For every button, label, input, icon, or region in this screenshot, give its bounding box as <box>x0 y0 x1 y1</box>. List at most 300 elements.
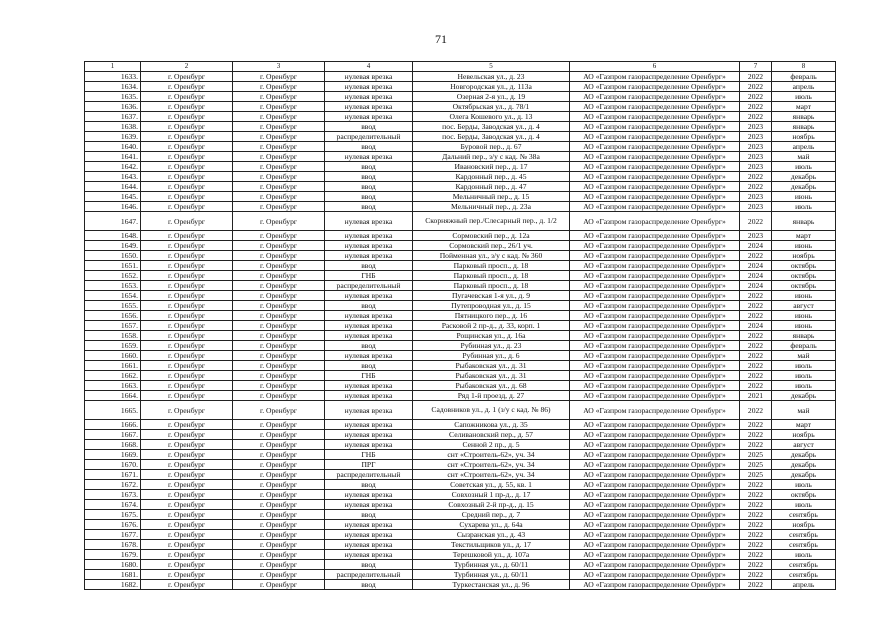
month-cell: октябрь <box>772 261 836 271</box>
table-row <box>85 132 836 142</box>
address-cell: Октябрьская ул., д. 78/1 <box>413 102 570 112</box>
month-cell: июнь <box>772 311 836 321</box>
month-cell: июнь <box>772 192 836 202</box>
address-cell: Пятницкого пер., д. 16 <box>413 311 570 321</box>
year-cell: 2023 <box>740 142 772 152</box>
organization-cell: АО «Газпром газораспределение Оренбург» <box>570 172 740 182</box>
settlement-cell: г. Оренбург <box>233 152 325 162</box>
month-cell: ноябрь <box>772 251 836 261</box>
column-header: 6 <box>570 62 740 72</box>
municipality-cell: г. Оренбург <box>141 241 233 251</box>
work-type-cell: ввод <box>325 172 413 182</box>
month-cell: декабрь <box>772 470 836 480</box>
table-body <box>85 72 836 590</box>
work-type-cell: нулевая врезка <box>325 440 413 450</box>
address-cell: Сормовский пер., 26/1 уч. <box>413 241 570 251</box>
address-cell: Рыбаковская ул., д. 68 <box>413 381 570 391</box>
municipality-cell: г. Оренбург <box>141 192 233 202</box>
year-cell: 2022 <box>740 430 772 440</box>
address-cell: Рыбаковская ул., д. 31 <box>413 371 570 381</box>
municipality-cell: г. Оренбург <box>141 440 233 450</box>
work-type-cell: нулевая врезка <box>325 430 413 440</box>
address-cell: Сызранская ул., д. 43 <box>413 530 570 540</box>
year-cell: 2023 <box>740 132 772 142</box>
row-number-cell: 1637. <box>85 112 141 122</box>
row-number-cell: 1653. <box>85 281 141 291</box>
year-cell: 2022 <box>740 72 772 82</box>
organization-cell: АО «Газпром газораспределение Оренбург» <box>570 361 740 371</box>
month-cell: сентябрь <box>772 510 836 520</box>
table-row <box>85 261 836 271</box>
row-number-cell: 1646. <box>85 202 141 212</box>
address-cell: Ряд 1-й проезд, д. 27 <box>413 391 570 401</box>
settlement-cell: г. Оренбург <box>233 162 325 172</box>
row-number-cell: 1660. <box>85 351 141 361</box>
organization-cell: АО «Газпром газораспределение Оренбург» <box>570 192 740 202</box>
work-type-cell: ввод <box>325 301 413 311</box>
table-row <box>85 271 836 281</box>
address-cell: Садовников ул., д. 1 (з/у с кад. № 86) <box>413 401 570 420</box>
column-header: 1 <box>85 62 141 72</box>
municipality-cell: г. Оренбург <box>141 271 233 281</box>
month-cell: ноябрь <box>772 520 836 530</box>
address-cell: Селивановский пер., д. 57 <box>413 430 570 440</box>
municipality-cell: г. Оренбург <box>141 182 233 192</box>
address-cell: снт «Строитель-62», уч. 34 <box>413 470 570 480</box>
settlement-cell: г. Оренбург <box>233 580 325 590</box>
year-cell: 2022 <box>740 341 772 351</box>
work-type-cell: ПРГ <box>325 460 413 470</box>
month-cell: июнь <box>772 241 836 251</box>
month-cell: март <box>772 102 836 112</box>
row-number-cell: 1669. <box>85 450 141 460</box>
municipality-cell: г. Оренбург <box>141 351 233 361</box>
table-row <box>85 420 836 430</box>
address-cell: Пугачевская 1-я ул., д. 9 <box>413 291 570 301</box>
organization-cell: АО «Газпром газораспределение Оренбург» <box>570 510 740 520</box>
row-number-cell: 1650. <box>85 251 141 261</box>
work-type-cell: нулевая врезка <box>325 251 413 261</box>
row-number-cell: 1663. <box>85 381 141 391</box>
municipality-cell: г. Оренбург <box>141 132 233 142</box>
settlement-cell: г. Оренбург <box>233 540 325 550</box>
settlement-cell: г. Оренбург <box>233 251 325 261</box>
column-header: 5 <box>413 62 570 72</box>
settlement-cell: г. Оренбург <box>233 351 325 361</box>
settlement-cell: г. Оренбург <box>233 241 325 251</box>
row-number-cell: 1656. <box>85 311 141 321</box>
work-type-cell: ГНБ <box>325 371 413 381</box>
organization-cell: АО «Газпром газораспределение Оренбург» <box>570 102 740 112</box>
address-cell: Сенной 2 пр., д. 5 <box>413 440 570 450</box>
year-cell: 2022 <box>740 560 772 570</box>
row-number-cell: 1651. <box>85 261 141 271</box>
month-cell: июль <box>772 550 836 560</box>
month-cell: октябрь <box>772 281 836 291</box>
row-number-cell: 1665. <box>85 401 141 420</box>
address-cell: Парковый просп., д. 18 <box>413 271 570 281</box>
month-cell: июль <box>772 500 836 510</box>
month-cell: февраль <box>772 72 836 82</box>
row-number-cell: 1678. <box>85 540 141 550</box>
table-row <box>85 152 836 162</box>
work-type-cell: нулевая врезка <box>325 550 413 560</box>
settlement-cell: г. Оренбург <box>233 102 325 112</box>
municipality-cell: г. Оренбург <box>141 570 233 580</box>
address-cell: пос. Берды, Заводская ул., д. 4 <box>413 132 570 142</box>
month-cell: январь <box>772 212 836 231</box>
row-number-cell: 1659. <box>85 341 141 351</box>
municipality-cell: г. Оренбург <box>141 291 233 301</box>
year-cell: 2022 <box>740 331 772 341</box>
organization-cell: АО «Газпром газораспределение Оренбург» <box>570 550 740 560</box>
work-type-cell: нулевая врезка <box>325 231 413 241</box>
organization-cell: АО «Газпром газораспределение Оренбург» <box>570 142 740 152</box>
row-number-cell: 1661. <box>85 361 141 371</box>
row-number-cell: 1657. <box>85 321 141 331</box>
work-type-cell: распределительный <box>325 281 413 291</box>
column-header: 2 <box>141 62 233 72</box>
address-cell: Пойменная ул., з/у с кад. № 360 <box>413 251 570 261</box>
table-row <box>85 391 836 401</box>
year-cell: 2022 <box>740 490 772 500</box>
organization-cell: АО «Газпром газораспределение Оренбург» <box>570 92 740 102</box>
settlement-cell: г. Оренбург <box>233 440 325 450</box>
organization-cell: АО «Газпром газораспределение Оренбург» <box>570 430 740 440</box>
month-cell: декабрь <box>772 391 836 401</box>
address-cell: Сапожникова ул., д. 35 <box>413 420 570 430</box>
year-cell: 2025 <box>740 460 772 470</box>
settlement-cell: г. Оренбург <box>233 560 325 570</box>
municipality-cell: г. Оренбург <box>141 162 233 172</box>
table-row <box>85 570 836 580</box>
year-cell: 2022 <box>740 440 772 450</box>
address-cell: Текстильщиков ул., д. 17 <box>413 540 570 550</box>
settlement-cell: г. Оренбург <box>233 401 325 420</box>
address-cell: пос. Берды, Заводская ул., д. 4 <box>413 122 570 132</box>
table-row <box>85 72 836 82</box>
municipality-cell: г. Оренбург <box>141 212 233 231</box>
table-row <box>85 341 836 351</box>
work-type-cell: ввод <box>325 122 413 132</box>
organization-cell: АО «Газпром газораспределение Оренбург» <box>570 202 740 212</box>
row-number-cell: 1680. <box>85 560 141 570</box>
municipality-cell: г. Оренбург <box>141 560 233 570</box>
table-row <box>85 251 836 261</box>
row-number-cell: 1645. <box>85 192 141 202</box>
organization-cell: АО «Газпром газораспределение Оренбург» <box>570 152 740 162</box>
year-cell: 2022 <box>740 540 772 550</box>
year-cell: 2022 <box>740 291 772 301</box>
year-cell: 2022 <box>740 102 772 112</box>
municipality-cell: г. Оренбург <box>141 500 233 510</box>
work-type-cell: нулевая врезка <box>325 321 413 331</box>
settlement-cell: г. Оренбург <box>233 281 325 291</box>
address-cell: Расковой 2 пр-д., д. 33, корп. 1 <box>413 321 570 331</box>
row-number-cell: 1634. <box>85 82 141 92</box>
address-cell: снт «Строитель-62», уч. 34 <box>413 460 570 470</box>
table-row <box>85 162 836 172</box>
gasification-table-container <box>84 61 835 590</box>
row-number-cell: 1647. <box>85 212 141 231</box>
row-number-cell: 1671. <box>85 470 141 480</box>
settlement-cell: г. Оренбург <box>233 112 325 122</box>
table-row <box>85 241 836 251</box>
organization-cell: АО «Газпром газораспределение Оренбург» <box>570 311 740 321</box>
municipality-cell: г. Оренбург <box>141 381 233 391</box>
address-cell: Скорняжный пер./Слесарный пер., д. 1/2 <box>413 212 570 231</box>
organization-cell: АО «Газпром газораспределение Оренбург» <box>570 251 740 261</box>
organization-cell: АО «Газпром газораспределение Оренбург» <box>570 231 740 241</box>
year-cell: 2022 <box>740 311 772 321</box>
work-type-cell: ГНБ <box>325 271 413 281</box>
settlement-cell: г. Оренбург <box>233 182 325 192</box>
table-row <box>85 480 836 490</box>
organization-cell: АО «Газпром газораспределение Оренбург» <box>570 321 740 331</box>
page-number: 71 <box>435 32 447 46</box>
year-cell: 2022 <box>740 580 772 590</box>
municipality-cell: г. Оренбург <box>141 450 233 460</box>
settlement-cell: г. Оренбург <box>233 341 325 351</box>
address-cell: Советская ул., д. 55, кв. 1 <box>413 480 570 490</box>
month-cell: февраль <box>772 341 836 351</box>
municipality-cell: г. Оренбург <box>141 122 233 132</box>
month-cell: июль <box>772 162 836 172</box>
municipality-cell: г. Оренбург <box>141 401 233 420</box>
row-number-cell: 1658. <box>85 331 141 341</box>
organization-cell: АО «Газпром газораспределение Оренбург» <box>570 391 740 401</box>
address-cell: Рощинская ул., д. 16а <box>413 331 570 341</box>
address-cell: Парковый просп., д. 18 <box>413 261 570 271</box>
settlement-cell: г. Оренбург <box>233 550 325 560</box>
organization-cell: АО «Газпром газораспределение Оренбург» <box>570 401 740 420</box>
year-cell: 2023 <box>740 202 772 212</box>
row-number-cell: 1648. <box>85 231 141 241</box>
settlement-cell: г. Оренбург <box>233 311 325 321</box>
row-number-cell: 1655. <box>85 301 141 311</box>
row-number-cell: 1667. <box>85 430 141 440</box>
settlement-cell: г. Оренбург <box>233 500 325 510</box>
month-cell: июнь <box>772 321 836 331</box>
month-cell: ноябрь <box>772 430 836 440</box>
table-row <box>85 520 836 530</box>
organization-cell: АО «Газпром газораспределение Оренбург» <box>570 301 740 311</box>
table-row <box>85 231 836 241</box>
municipality-cell: г. Оренбург <box>141 301 233 311</box>
work-type-cell: ввод <box>325 192 413 202</box>
work-type-cell: распределительный <box>325 132 413 142</box>
month-cell: апрель <box>772 580 836 590</box>
row-number-cell: 1673. <box>85 490 141 500</box>
settlement-cell: г. Оренбург <box>233 122 325 132</box>
year-cell: 2024 <box>740 281 772 291</box>
month-cell: октябрь <box>772 271 836 281</box>
work-type-cell: нулевая врезка <box>325 112 413 122</box>
organization-cell: АО «Газпром газораспределение Оренбург» <box>570 560 740 570</box>
month-cell: июль <box>772 371 836 381</box>
table-row <box>85 172 836 182</box>
address-cell: Рубинная ул., д. 23 <box>413 341 570 351</box>
organization-cell: АО «Газпром газораспределение Оренбург» <box>570 122 740 132</box>
table-row <box>85 351 836 361</box>
month-cell: март <box>772 420 836 430</box>
row-number-cell: 1633. <box>85 72 141 82</box>
work-type-cell: ввод <box>325 361 413 371</box>
work-type-cell: нулевая врезка <box>325 311 413 321</box>
month-cell: декабрь <box>772 182 836 192</box>
municipality-cell: г. Оренбург <box>141 331 233 341</box>
settlement-cell: г. Оренбург <box>233 520 325 530</box>
table-row <box>85 182 836 192</box>
table-row <box>85 281 836 291</box>
table-row <box>85 92 836 102</box>
municipality-cell: г. Оренбург <box>141 361 233 371</box>
month-cell: сентябрь <box>772 530 836 540</box>
month-cell: июль <box>772 202 836 212</box>
municipality-cell: г. Оренбург <box>141 341 233 351</box>
table-row <box>85 550 836 560</box>
municipality-cell: г. Оренбург <box>141 112 233 122</box>
year-cell: 2023 <box>740 192 772 202</box>
settlement-cell: г. Оренбург <box>233 142 325 152</box>
work-type-cell: распределительный <box>325 470 413 480</box>
organization-cell: АО «Газпром газораспределение Оренбург» <box>570 271 740 281</box>
table-row <box>85 401 836 420</box>
work-type-cell: нулевая врезка <box>325 490 413 500</box>
row-number-cell: 1674. <box>85 500 141 510</box>
work-type-cell: нулевая врезка <box>325 530 413 540</box>
year-cell: 2023 <box>740 162 772 172</box>
municipality-cell: г. Оренбург <box>141 102 233 112</box>
municipality-cell: г. Оренбург <box>141 152 233 162</box>
municipality-cell: г. Оренбург <box>141 430 233 440</box>
month-cell: сентябрь <box>772 540 836 550</box>
settlement-cell: г. Оренбург <box>233 212 325 231</box>
year-cell: 2022 <box>740 401 772 420</box>
year-cell: 2022 <box>740 550 772 560</box>
work-type-cell: нулевая врезка <box>325 241 413 251</box>
table-row <box>85 440 836 450</box>
row-number-cell: 1664. <box>85 391 141 401</box>
month-cell: июль <box>772 92 836 102</box>
organization-cell: АО «Газпром газораспределение Оренбург» <box>570 570 740 580</box>
organization-cell: АО «Газпром газораспределение Оренбург» <box>570 331 740 341</box>
organization-cell: АО «Газпром газораспределение Оренбург» <box>570 371 740 381</box>
address-cell: Туркестанская ул., д. 96 <box>413 580 570 590</box>
work-type-cell: нулевая врезка <box>325 212 413 231</box>
row-number-cell: 1642. <box>85 162 141 172</box>
row-number-cell: 1679. <box>85 550 141 560</box>
organization-cell: АО «Газпром газораспределение Оренбург» <box>570 480 740 490</box>
work-type-cell: нулевая врезка <box>325 152 413 162</box>
row-number-cell: 1670. <box>85 460 141 470</box>
year-cell: 2022 <box>740 351 772 361</box>
address-cell: Парковый просп., д. 18 <box>413 281 570 291</box>
settlement-cell: г. Оренбург <box>233 301 325 311</box>
work-type-cell: нулевая врезка <box>325 82 413 92</box>
address-cell: Турбинная ул., д. 60/11 <box>413 570 570 580</box>
work-type-cell: нулевая врезка <box>325 520 413 530</box>
year-cell: 2022 <box>740 92 772 102</box>
organization-cell: АО «Газпром газораспределение Оренбург» <box>570 580 740 590</box>
table-header-row <box>85 62 836 72</box>
month-cell: март <box>772 231 836 241</box>
work-type-cell: ввод <box>325 560 413 570</box>
table-row <box>85 510 836 520</box>
table-row <box>85 540 836 550</box>
year-cell: 2022 <box>740 212 772 231</box>
table-row <box>85 122 836 132</box>
month-cell: май <box>772 401 836 420</box>
work-type-cell: ГНБ <box>325 450 413 460</box>
organization-cell: АО «Газпром газораспределение Оренбург» <box>570 182 740 192</box>
municipality-cell: г. Оренбург <box>141 530 233 540</box>
table-row <box>85 291 836 301</box>
table-row <box>85 371 836 381</box>
year-cell: 2022 <box>740 172 772 182</box>
table-row <box>85 202 836 212</box>
year-cell: 2022 <box>740 112 772 122</box>
table-row <box>85 212 836 231</box>
month-cell: сентябрь <box>772 560 836 570</box>
municipality-cell: г. Оренбург <box>141 202 233 212</box>
year-cell: 2023 <box>740 231 772 241</box>
settlement-cell: г. Оренбург <box>233 231 325 241</box>
row-number-cell: 1635. <box>85 92 141 102</box>
address-cell: Ивановский пер., д. 17 <box>413 162 570 172</box>
year-cell: 2022 <box>740 251 772 261</box>
municipality-cell: г. Оренбург <box>141 490 233 500</box>
column-header: 8 <box>772 62 836 72</box>
table-row <box>85 450 836 460</box>
organization-cell: АО «Газпром газораспределение Оренбург» <box>570 162 740 172</box>
table-row <box>85 470 836 480</box>
month-cell: январь <box>772 331 836 341</box>
address-cell: Рыбаковская ул., д. 31 <box>413 361 570 371</box>
row-number-cell: 1681. <box>85 570 141 580</box>
row-number-cell: 1682. <box>85 580 141 590</box>
year-cell: 2024 <box>740 261 772 271</box>
address-cell: Средний пер., д. 7 <box>413 510 570 520</box>
column-header: 7 <box>740 62 772 72</box>
settlement-cell: г. Оренбург <box>233 192 325 202</box>
address-cell: Мельничный пер., д. 23а <box>413 202 570 212</box>
year-cell: 2022 <box>740 500 772 510</box>
work-type-cell: ввод <box>325 142 413 152</box>
month-cell: апрель <box>772 142 836 152</box>
address-cell: снт «Строитель-62», уч. 34 <box>413 450 570 460</box>
organization-cell: АО «Газпром газораспределение Оренбург» <box>570 450 740 460</box>
work-type-cell: ввод <box>325 510 413 520</box>
municipality-cell: г. Оренбург <box>141 550 233 560</box>
table-row <box>85 311 836 321</box>
month-cell: январь <box>772 112 836 122</box>
table-row <box>85 580 836 590</box>
organization-cell: АО «Газпром газораспределение Оренбург» <box>570 112 740 122</box>
year-cell: 2022 <box>740 361 772 371</box>
column-header: 3 <box>233 62 325 72</box>
organization-cell: АО «Газпром газораспределение Оренбург» <box>570 341 740 351</box>
settlement-cell: г. Оренбург <box>233 331 325 341</box>
year-cell: 2022 <box>740 420 772 430</box>
organization-cell: АО «Газпром газораспределение Оренбург» <box>570 490 740 500</box>
municipality-cell: г. Оренбург <box>141 92 233 102</box>
organization-cell: АО «Газпром газораспределение Оренбург» <box>570 132 740 142</box>
settlement-cell: г. Оренбург <box>233 361 325 371</box>
row-number-cell: 1639. <box>85 132 141 142</box>
organization-cell: АО «Газпром газораспределение Оренбург» <box>570 440 740 450</box>
column-header: 4 <box>325 62 413 72</box>
